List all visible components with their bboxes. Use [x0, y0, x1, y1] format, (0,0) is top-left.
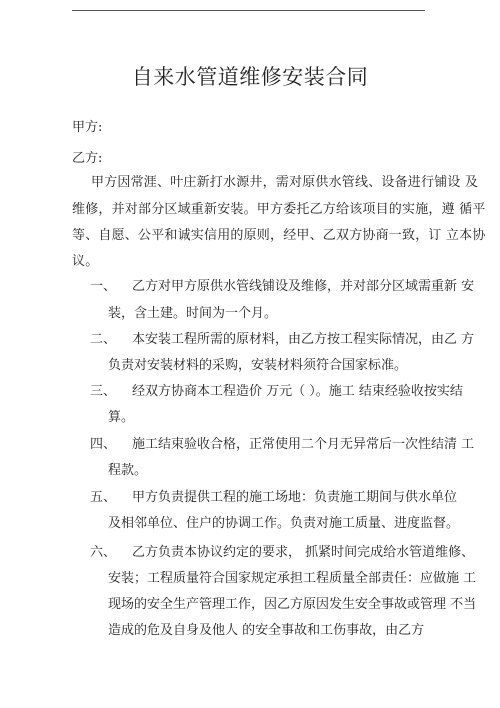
clause-number: 六、 [90, 545, 117, 560]
clause-text: 造成的危及自身及他人 的安全事故和工伤事故，由乙方 [108, 623, 425, 638]
clause-text: 乙方对甲方原供水管线铺设及维修，并对部分区域需重新 安 [132, 279, 475, 294]
clause-text: 装，含土建。时间为一个月。 [108, 306, 278, 321]
top-rule [72, 10, 425, 11]
clause-text: 程款。 [108, 463, 148, 478]
clause-number: 五、 [90, 490, 117, 505]
clause-text: 算。 [108, 410, 135, 425]
clause-number: 一、 [90, 279, 117, 294]
clause-text: 及相邻单位、住户的协调工作。负责对施工质量、进度监督。 [108, 516, 460, 531]
clause-number: 二、 [90, 332, 117, 347]
clause-text: 负责对安装材料的采购，安装材料须符合国家标准。 [108, 358, 408, 373]
clause-text: 经双方协商本工程造价 万元（ ）。施工 结束经验收按实结 [132, 384, 463, 399]
intro-line: 甲方因常涯、叶庄新打水源井，需对原供水管线、设备进行铺设 及 [91, 175, 479, 190]
intro-line: 议。 [72, 254, 99, 269]
intro-line: 等、自愿、公平和诚实信用的原则，经甲、乙双方协商一致，订 立本协 [72, 228, 486, 243]
clause-number: 四、 [90, 437, 117, 452]
clause-text: 乙方负责本协议约定的要求， 抓紧时间完成给水管道维修、 [132, 545, 475, 560]
document-title: 自来水管道维修安装合同 [131, 65, 369, 89]
clause-number: 三、 [90, 384, 117, 399]
clause-text: 施工结束验收合格，正常使用二个月无异常后一次性结清 工 [132, 437, 475, 452]
clause-text: 安装；工程质量符合国家规定承担工程质量全部责任：应做施 工 [108, 571, 477, 586]
intro-line: 维修，并对部分区域重新安装。甲方委托乙方给该项目的实施，遵 循平 [72, 202, 486, 217]
clause-text: 甲方负责提供工程的施工场地：负责施工期间与供水单位 [132, 490, 458, 505]
party-a-label: 甲方: [72, 120, 103, 135]
clause-text: 现场的安全生产管理工作，因乙方原因发生安全事故或管理 不当 [108, 597, 477, 612]
party-b-label: 乙方: [72, 151, 103, 166]
clause-text: 本安装工程所需的原材料，由乙方按工程实际情况，由乙 方 [132, 332, 475, 347]
